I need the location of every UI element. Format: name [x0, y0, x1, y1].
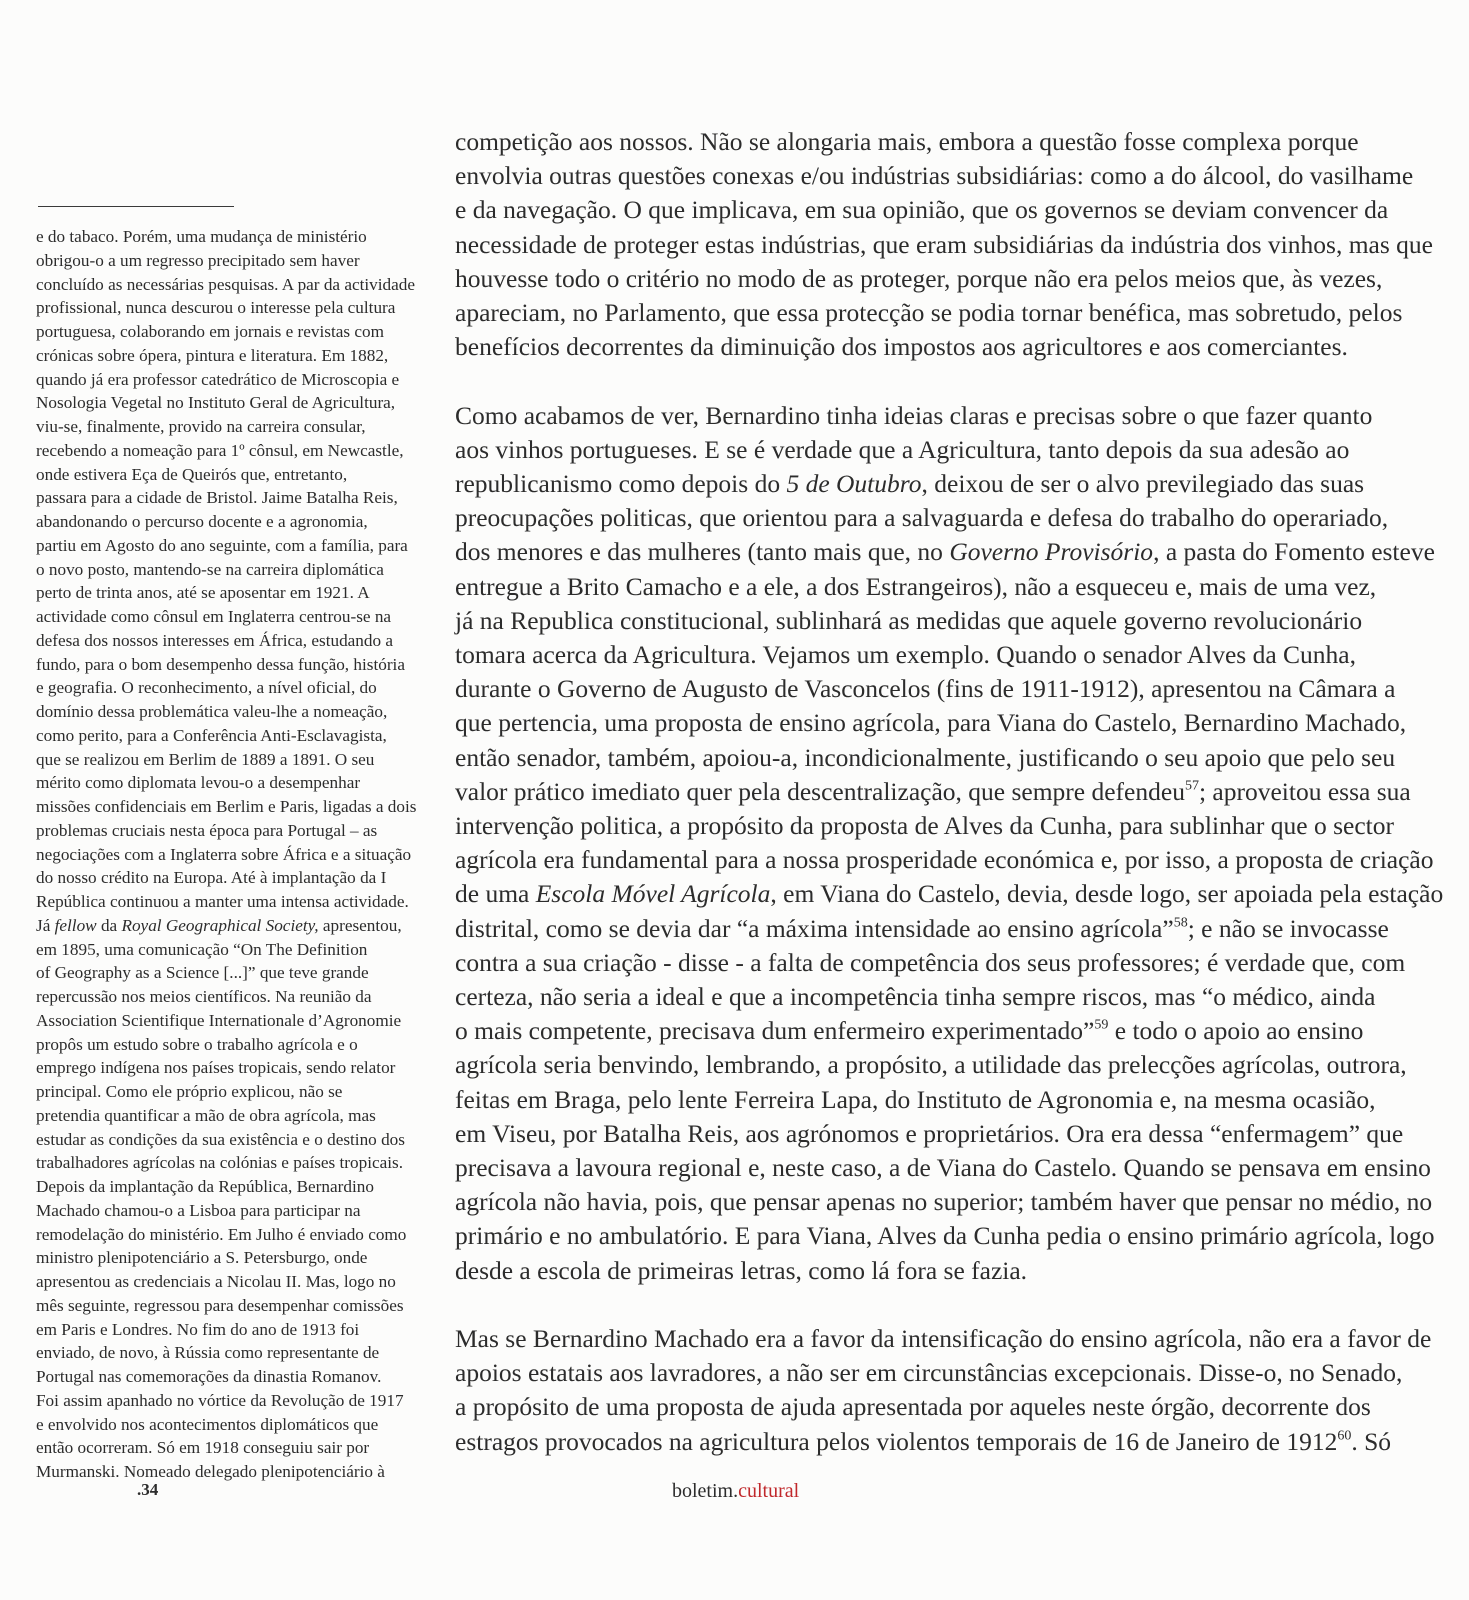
text-line: contra a sua criação - disse - a falta de competência dos seus professores; é verdade que, com	[455, 947, 1406, 977]
footnote-line: mês seguinte, regressou para desempenhar comissões	[36, 1295, 404, 1315]
footnote-line: então ocorreram. Só em 1918 conseguiu sair por	[36, 1438, 370, 1458]
text-line: tomara acerca da Agricultura. Vejamos um exemplo. Quando o senador Alves da Cunha,	[455, 640, 1356, 670]
text-run: da	[96, 915, 122, 935]
brand-accent: cultural	[738, 1480, 800, 1502]
text-line: precisava a lavoura regional e, neste caso, a de Viana do Castelo. Quando se pensava em ensino	[455, 1153, 1431, 1183]
text-line: intervenção politica, a propósito da proposta de Alves da Cunha, para sublinhar que o sector	[455, 811, 1394, 841]
footnote-line: pretendia quantificar a mão de obra agrícola, mas	[36, 1105, 376, 1125]
text-run: , a pasta do Fomento esteve	[1153, 537, 1435, 567]
footnote-line: principal. Como ele próprio explicou, não se	[36, 1082, 343, 1101]
footnote-line: e geografia. O reconhecimento, a nível oficial, do	[36, 678, 377, 698]
footnote-line: Murmanski. Nomeado delegado plenipotenciário à	[36, 1462, 385, 1481]
footnote-line: propôs um estudo sobre o trabalho agrícola e o	[36, 1034, 358, 1054]
paragraph-2	[455, 399, 1461, 1288]
text-line	[455, 1014, 1461, 1048]
footnote-line: actividade como cônsul em Inglaterra centrou-se na	[36, 607, 392, 626]
footnote-line: defesa dos nossos interesses em África, estudando a	[36, 630, 394, 650]
footnote-line: crónicas sobre ópera, pintura e literatura. Em 1882,	[36, 345, 389, 365]
footnote-line: Depois da implantação da República, Bernardino	[36, 1177, 374, 1196]
footnote-line: concluído as necessárias pesquisas. A par da actividade	[36, 274, 415, 294]
text-line: que pertencia, uma proposta de ensino agrícola, para Viana do Castelo, Bernardino Machado,	[455, 708, 1407, 738]
footnote-line: Association Scientifique Internationale d’Agronomie	[36, 1010, 402, 1030]
footnote-line: Portugal nas comemorações da dinastia Romanov.	[36, 1367, 382, 1386]
text-line: desde a escola de primeiras letras, como lá fora se fazia.	[455, 1255, 1028, 1285]
text-line: primário e no ambulatório. E para Viana, Alves da Cunha pedia o ensino primário agrícola, logo	[455, 1221, 1435, 1251]
footnote-line: recebendo a nomeação para 1º cônsul, em Newcastle,	[36, 440, 404, 460]
italic-text: 5 de Outubro	[786, 469, 922, 499]
footnote-reference: 57	[1184, 778, 1199, 794]
text-line: Como acabamos de ver, Bernardino tinha ideias claras e precisas sobre o que fazer quanto	[455, 400, 1373, 430]
footnote-line: e envolvido nos acontecimentos diplomáticos que	[36, 1414, 379, 1434]
text-line: em Viseu, por Batalha Reis, aos agrónomos e proprietários. Ora era dessa “enfermagem” que	[455, 1118, 1404, 1148]
page-number: .34	[137, 1480, 159, 1499]
footnote-line: em 1895, uma comunicação “On The Definition	[36, 939, 368, 959]
text-line: e da navegação. O que implicava, em sua opinião, que os governos se deviam convencer da	[455, 195, 1389, 225]
footnote-line: mérito como diplomata levou-o a desempenhar	[36, 773, 361, 793]
italic-text: Governo Provisório	[949, 537, 1154, 567]
main-text-column	[455, 125, 1461, 1459]
footnote-line: profissional, nunca descurou o interesse pela cultura	[36, 298, 396, 318]
footnote-reference: 58	[1173, 915, 1188, 931]
footnote-line: como perito, para a Conferência Anti-Esclavagista,	[36, 725, 387, 745]
text-line	[455, 775, 1461, 809]
text-line: envolvia outras questões conexas e/ou indústrias subsidiárias: como a do álcool, do vasilhame	[455, 161, 1414, 191]
footnote-line: Foi assim apanhado no vórtice da Revolução de 1917	[36, 1390, 404, 1410]
paragraph-3	[455, 1322, 1461, 1459]
footnote-line: negociações com a Inglaterra sobre África e a situação	[36, 844, 412, 864]
text-line: benefícios decorrentes da diminuição dos impostos aos agricultores e aos comerciantes.	[455, 332, 1348, 362]
paragraph-1	[455, 125, 1461, 364]
footnote-column	[36, 225, 436, 1484]
footnote-line: missões confidenciais em Berlim e Paris, ligadas a dois	[36, 797, 417, 816]
text-run: . Só	[1351, 1426, 1392, 1456]
text-run: de uma	[455, 879, 536, 909]
footnote-line: em Paris e Londres. No fim do ano de 1913 foi	[36, 1319, 360, 1339]
footnote-line: República continuou a manter uma intensa actividade.	[36, 892, 409, 911]
footnote-line: perto de trinta anos, até se aposentar em 1921. A	[36, 583, 370, 603]
text-run: , deixou de ser o alvo previlegiado das suas	[921, 469, 1365, 499]
footnote-line: ministro plenipotenciário a S. Petersburgo, onde	[36, 1248, 368, 1268]
text-line: houvesse todo o critério no modo de as proteger, porque não era pelos meios que, às vezes,	[455, 263, 1383, 293]
footnote-line: Nosologia Vegetal no Instituto Geral de Agricultura,	[36, 393, 396, 413]
text-run: ; e não se invocasse	[1187, 913, 1389, 943]
text-line: apareciam, no Parlamento, que essa protecção se podia tornar benéfica, mas sobretudo, pelos	[455, 298, 1403, 328]
footnote-line: quando já era professor catedrático de Microscopia e	[36, 369, 400, 389]
footnote-line: o novo posto, mantendo-se na carreira diplomática	[36, 559, 384, 579]
italic-text: fellow	[54, 915, 97, 935]
footnote-line: emprego indígena nos países tropicais, sendo relator	[36, 1058, 396, 1078]
text-line: necessidade de proteger estas indústrias, que eram subsidiárias da indústria dos vinhos, mas que	[455, 229, 1433, 259]
text-line: agrícola não havia, pois, que pensar apenas no superior; também haver que pensar no médio, no	[455, 1187, 1433, 1217]
text-line: aos vinhos portugueses. E se é verdade que a Agricultura, tanto depois da sua adesão ao	[455, 434, 1350, 464]
text-run: , em Viana do Castelo, devia, desde logo, ser apoiada pela estação	[770, 879, 1444, 909]
text-line: agrícola seria benvindo, lembrando, a propósito, a utilidade das prelecções agrícolas, outrora,	[455, 1050, 1407, 1080]
text-line: feitas em Braga, pelo lente Ferreira Lapa, do Instituto de Agronomia e, na mesma ocasião,	[455, 1084, 1376, 1114]
text-line: entregue a Brito Camacho e a ele, a dos Estrangeiros), não a esqueceu e, mais de uma vez,	[455, 571, 1377, 601]
footnote-line: abandonando o percurso docente e a agronomia,	[36, 512, 368, 531]
footnote-line: viu-se, finalmente, provido na carreira consular,	[36, 417, 366, 436]
text-run: Já	[36, 915, 55, 935]
footnote-line: passara para a cidade de Bristol. Jaime Batalha Reis,	[36, 488, 398, 508]
text-line	[455, 1425, 1461, 1459]
brand-name: boletim.	[672, 1480, 739, 1502]
italic-text: Escola Móvel Agrícola	[535, 879, 771, 909]
text-line: certeza, não seria a ideal e que a incompetência tinha sempre riscos, mas “o médico, ainda	[455, 982, 1376, 1012]
text-line: já na Republica constitucional, sublinhará as medidas que aquele governo revolucionário	[455, 605, 1363, 635]
footnote-line: Machado chamou-o a Lisboa para participar na	[36, 1200, 361, 1220]
text-line: competição aos nossos. Não se alongaria mais, embora a questão fosse complexa porque	[455, 127, 1359, 156]
footnote-reference: 60	[1337, 1428, 1352, 1444]
text-run: o mais competente, precisava dum enfermeiro experimentado”	[455, 1016, 1095, 1046]
footnote-line: estudar as condições da sua existência e o destino dos	[36, 1129, 405, 1149]
text-run: valor prático imediato quer pela descentralização, que sempre defendeu	[455, 776, 1185, 806]
footnote-line: enviado, de novo, à Rússia como representante de	[36, 1343, 380, 1363]
text-line	[455, 467, 1461, 501]
text-line	[455, 877, 1461, 911]
text-run: ; aproveitou essa sua	[1198, 776, 1411, 806]
footnote-line: trabalhadores agrícolas na colónias e países tropicais.	[36, 1153, 404, 1173]
text-run: apresentou,	[318, 915, 402, 935]
footnote-line: apresentou as credenciais a Nicolau II. Mas, logo no	[36, 1272, 396, 1291]
italic-text: Royal Geographical Society,	[121, 915, 319, 935]
text-line	[455, 535, 1461, 569]
text-run: dos menores e das mulheres (tanto mais que, no	[455, 537, 950, 567]
text-run: republicanismo como depois do	[455, 469, 787, 499]
footnote-line: of Geography as a Science [...]” que teve grande	[36, 963, 369, 983]
footnote-reference: 59	[1094, 1017, 1109, 1033]
footnote-line: fundo, para o bom desempenho dessa função, história	[36, 654, 405, 674]
publication-brand	[672, 1478, 799, 1504]
footnote-separator-rule	[38, 206, 234, 207]
footnote-line	[36, 914, 436, 938]
footnote-line: partiu em Agosto do ano seguinte, com a família, para	[36, 535, 408, 555]
footnote-line: do nosso crédito na Europa. Até à implantação da I	[36, 868, 387, 888]
text-line: agrícola era fundamental para a nossa prosperidade económica e, por isso, a proposta de criação	[455, 845, 1434, 875]
text-line: preocupações politicas, que orientou para a salvaguarda e defesa do trabalho do operariado,	[455, 503, 1389, 533]
text-line: a propósito de uma proposta de ajuda apresentada por aqueles neste órgão, decorrente dos	[455, 1392, 1371, 1422]
footnote-line: repercussão nos meios científicos. Na reunião da	[36, 987, 372, 1006]
footnote-line: e do tabaco. Porém, uma mudança de ministério	[36, 227, 367, 246]
footnote-line: onde estivera Eça de Queirós que, entretanto,	[36, 464, 348, 484]
footnote-line: que se realizou em Berlim de 1889 a 1891. O seu	[36, 749, 375, 769]
text-line: Mas se Bernardino Machado era a favor da intensificação do ensino agrícola, não era a favor de	[455, 1324, 1432, 1354]
text-line: apoios estatais aos lavradores, a não ser em circunstâncias excepcionais. Disse-o, no Senado,	[455, 1358, 1403, 1388]
text-line: durante o Governo de Augusto de Vasconcelos (fins de 1911-1912), apresentou na Câmara a	[455, 674, 1396, 704]
footnote-line: portuguesa, colaborando em jornais e revistas com	[36, 322, 384, 341]
footnote-line: remodelação do ministério. Em Julho é enviado como	[36, 1224, 407, 1244]
footnote-line: obrigou-o a um regresso precipitado sem haver	[36, 250, 360, 270]
text-run: distrital, como se devia dar “a máxima intensidade ao ensino agrícola”	[455, 913, 1174, 943]
text-line: então senador, também, apoiou-a, incondicionalmente, justificando o seu apoio que pelo seu	[455, 742, 1396, 772]
footnote-line: problemas cruciais nesta época para Portugal – as	[36, 820, 378, 840]
text-run: estragos provocados na agricultura pelos violentos temporais de 16 de Janeiro de 1912	[455, 1426, 1338, 1456]
text-run: e todo o apoio ao ensino	[1108, 1016, 1364, 1046]
footnote-line: domínio dessa problemática valeu-lhe a nomeação,	[36, 702, 388, 721]
text-line	[455, 912, 1461, 946]
